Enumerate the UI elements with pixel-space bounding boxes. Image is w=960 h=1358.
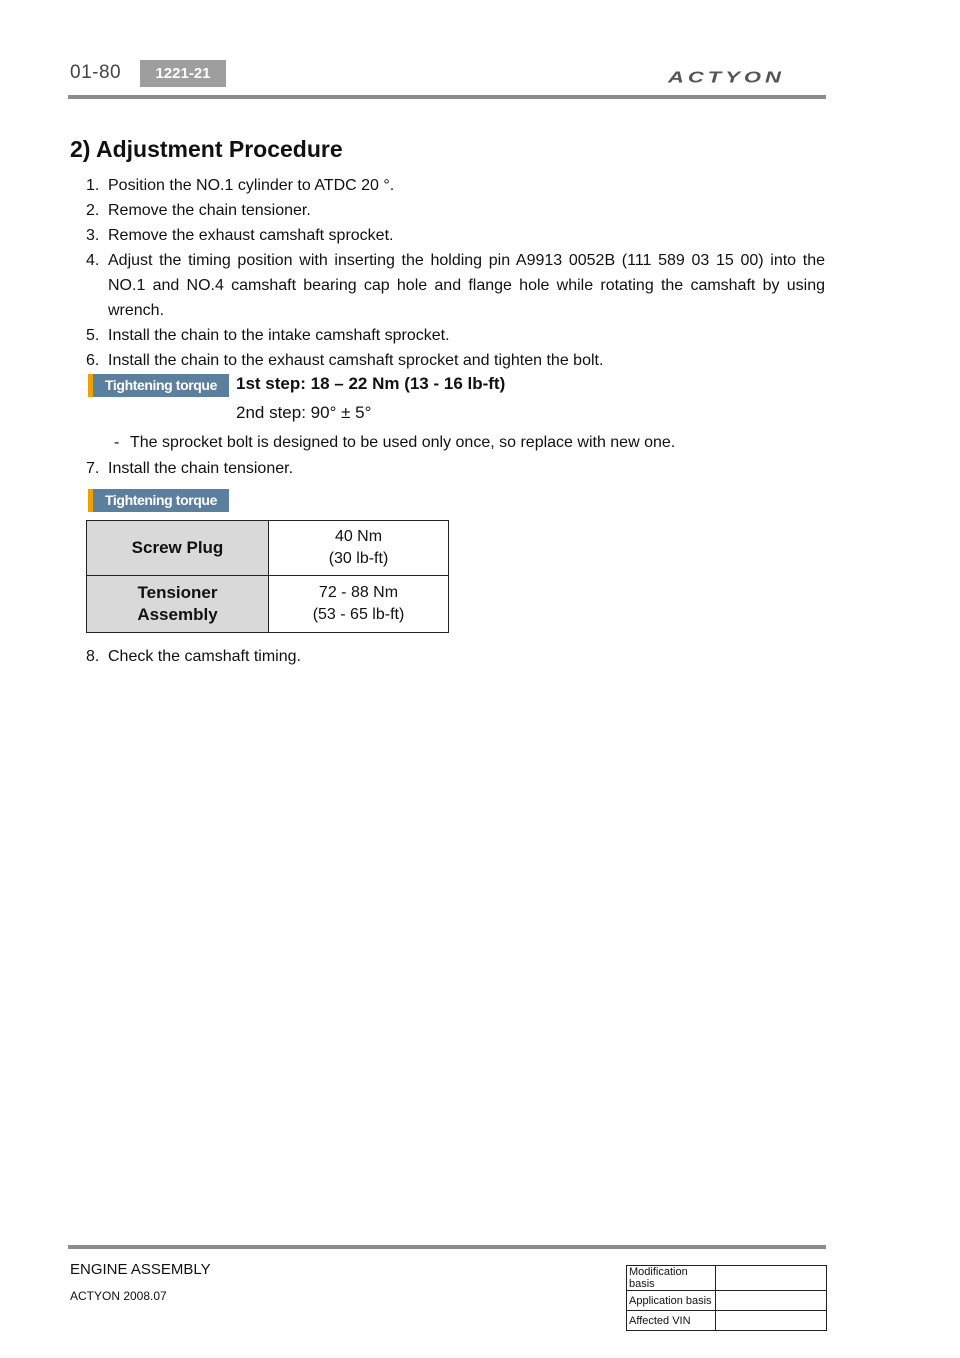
revision-label: Application basis [627, 1291, 716, 1311]
step-5 [80, 323, 825, 348]
step-number: 4. [86, 252, 100, 269]
step-number: 7. [86, 460, 100, 477]
step-7 [80, 456, 853, 481]
table-cell-value [269, 576, 449, 633]
footer-rule [68, 1245, 826, 1249]
note-text: The sprocket bolt is designed to be used only once, so replace with new one. [130, 434, 676, 451]
table-row [627, 1291, 827, 1311]
table-row [87, 521, 449, 576]
step-2 [80, 198, 825, 223]
table-cell-name [87, 576, 269, 633]
steps-list [80, 173, 825, 373]
table-cell-name [87, 521, 269, 576]
brand-logo: ACTYON [668, 68, 785, 86]
revision-value [716, 1311, 827, 1331]
step-text: Install the chain to the exhaust camshaft sprocket and tighten the bolt. [108, 352, 604, 369]
torque-step1: 1st step: 18 – 22 Nm (13 - 16 lb-ft) [236, 374, 506, 393]
revision-value [716, 1291, 827, 1311]
step-number: 2. [86, 202, 100, 219]
table-row [627, 1311, 827, 1331]
step-text: Check the camshaft timing. [108, 648, 301, 665]
revision-label: Affected VIN [627, 1311, 716, 1331]
step-3 [80, 223, 825, 248]
step-6 [80, 348, 825, 373]
step-number: 1. [86, 177, 100, 194]
table-row [87, 576, 449, 633]
revision-box [626, 1265, 827, 1331]
table-cell-value [269, 521, 449, 576]
footer-model: ACTYON 2008.07 [70, 1289, 167, 1303]
note-dash: - [114, 434, 120, 451]
page-number: 01-80 [70, 62, 122, 83]
step-text: Remove the exhaust camshaft sprocket. [108, 227, 394, 244]
step-text: Install the chain to the intake camshaft sprocket. [108, 327, 450, 344]
step-1 [80, 173, 825, 198]
revision-value [716, 1266, 827, 1291]
tensioner-torque-table [86, 520, 449, 633]
section-title: 2) Adjustment Procedure [70, 136, 343, 162]
table-row [627, 1266, 827, 1291]
tightening-torque-label: Tightening torque [88, 489, 229, 512]
cell-text: (53 - 65 lb-ft) [312, 606, 405, 623]
step-number: 5. [86, 327, 100, 344]
step-text: Position the NO.1 cylinder to ATDC 20 °. [108, 177, 395, 194]
cell-text: (30 lb-ft) [328, 550, 389, 567]
revision-label: Modification basis [627, 1266, 716, 1291]
header-rule [68, 95, 826, 99]
step-text: Remove the chain tensioner. [108, 202, 311, 219]
cell-text: Screw Plug [131, 538, 224, 557]
torque-step2: 2nd step: 90° ± 5° [236, 403, 372, 422]
step-text: Adjust the timing position with inserting the holding pin A9913 0052B (111 589 03 15 00) into the NO.1 and NO.4 camshaft bearing cap hole and flange hole while rotating the camshaft by using wrench. [108, 252, 825, 319]
step-4 [80, 248, 825, 323]
cell-text: Assembly [137, 605, 218, 624]
cell-text: 72 - 88 Nm [318, 584, 399, 601]
step-text: Install the chain tensioner. [108, 460, 294, 477]
step-number: 8. [86, 648, 100, 665]
footer-title: ENGINE ASSEMBLY [70, 1261, 211, 1278]
step-number: 6. [86, 352, 100, 369]
cell-text: 40 Nm [334, 528, 383, 545]
cell-text: Tensioner [137, 583, 218, 602]
tightening-torque-label: Tightening torque [88, 374, 229, 397]
doc-code-badge: 1221-21 [140, 60, 226, 87]
step-8 [80, 644, 853, 669]
step-number: 3. [86, 227, 100, 244]
